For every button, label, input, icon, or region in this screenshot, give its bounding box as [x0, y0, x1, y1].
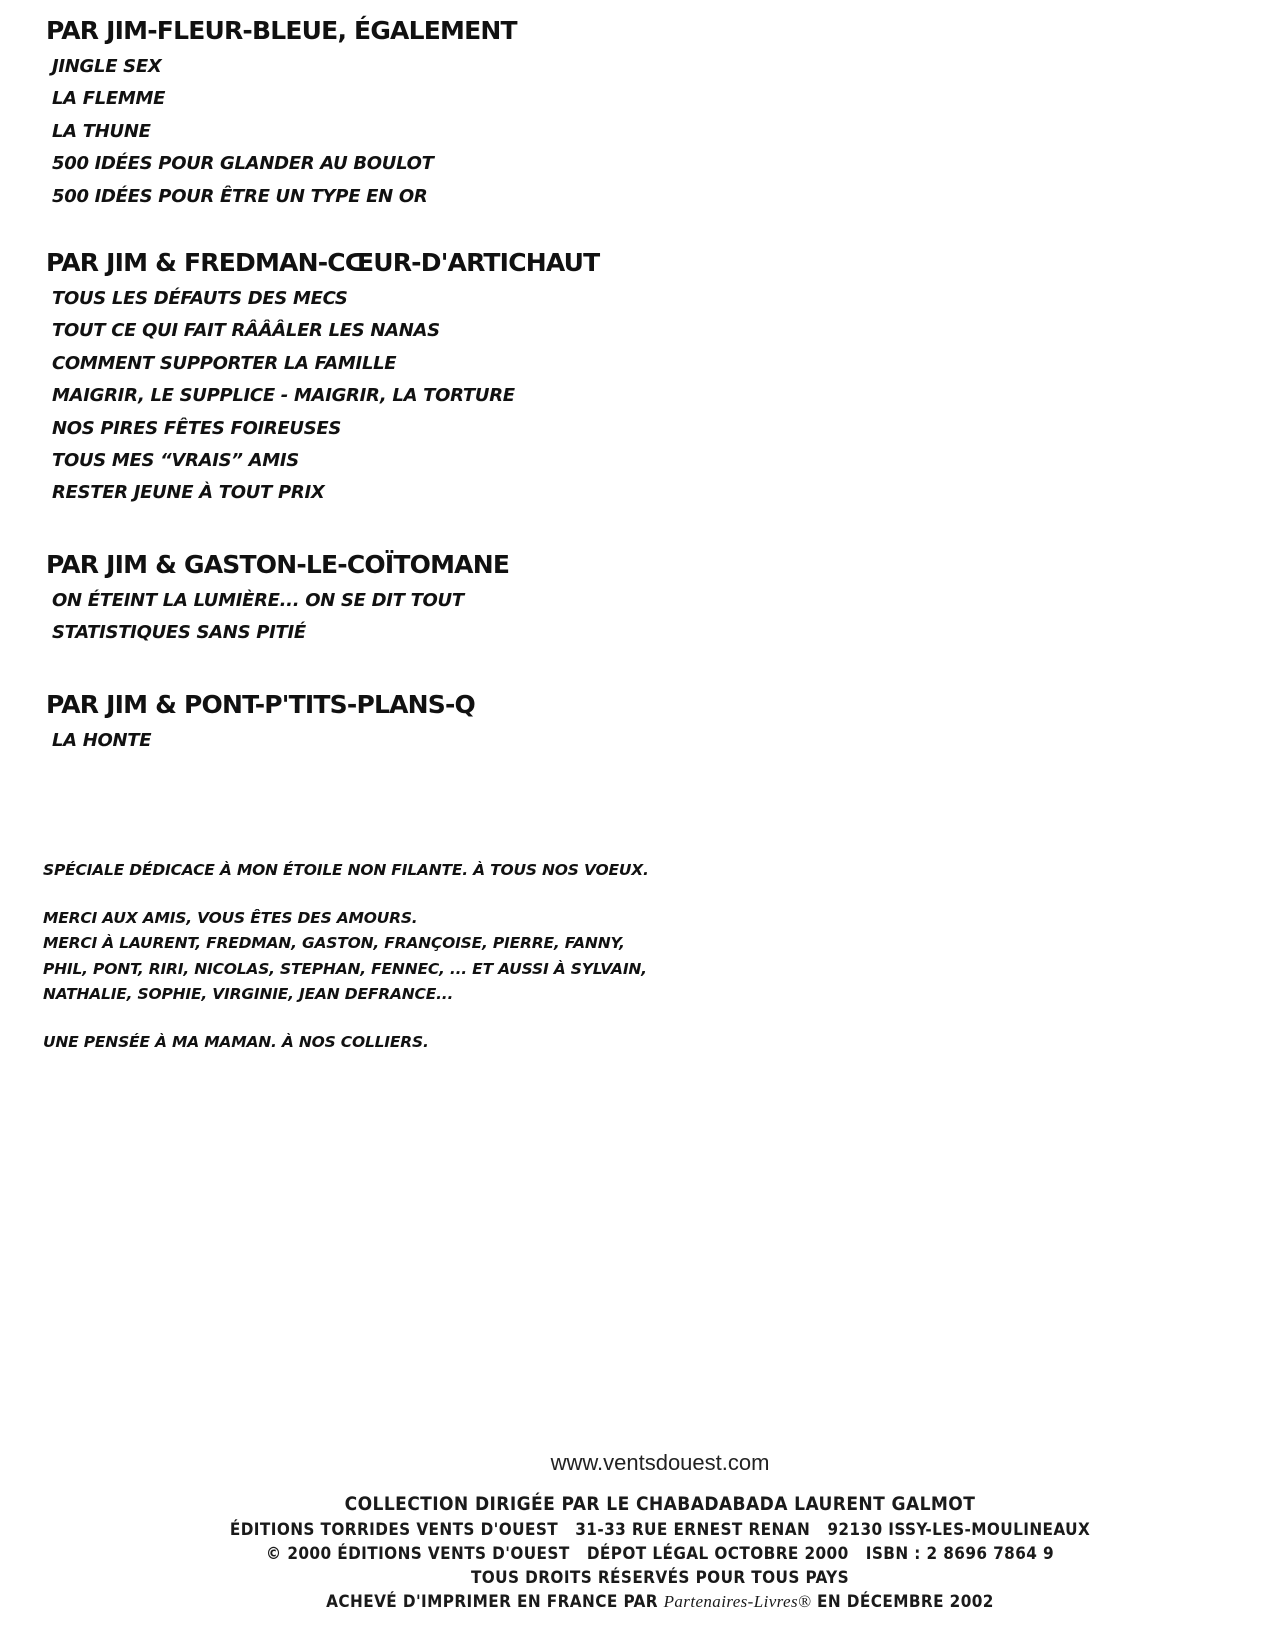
book-title: LA HONTE: [52, 730, 152, 751]
dedication-paragraph: [43, 858, 649, 884]
section-pont: [46, 690, 475, 757]
book-title: STATISTIQUES SANS PITIÉ: [52, 622, 306, 644]
book-title: MAIGRIR, LE SUPPLICE - MAIGRIR, LA TORTURE: [52, 385, 515, 407]
book-title-list: [46, 283, 599, 510]
rights-line: TOUS DROITS RÉSERVÉS POUR TOUS PAYS: [470, 1568, 850, 1588]
book-title: TOUS MES “VRAIS” AMIS: [52, 449, 299, 471]
book-title: 500 IDÉES POUR ÊTRE UN TYPE EN OR: [52, 185, 428, 207]
section-heading: PAR JIM & PONT-P'TITS-PLANS-Q: [46, 690, 475, 719]
tribute-line: UNE PENSÉE À MA MAMAN. À NOS COLLIERS.: [43, 1032, 429, 1051]
book-title-list: [46, 585, 509, 650]
section-heading: PAR JIM-FLEUR-BLEUE, ÉGALEMENT: [46, 16, 517, 45]
printer-name: Partenaires-Livres®: [663, 1592, 812, 1611]
section-heading: PAR JIM & GASTON-LE-COÏTOMANE: [46, 550, 510, 579]
copyright-line: © 2000 ÉDITIONS VENTS D'OUEST DÉPOT LÉGAL OCTOBRE 2000 ISBN : 2 8696 7864 9: [265, 1544, 1055, 1564]
printing-suffix: EN DÉCEMBRE 2002: [811, 1592, 994, 1612]
thanks-line: PHIL, PONT, RIRI, NICOLAS, STEPHAN, FENNEC, ... ET AUSSI À SYLVAIN,: [43, 959, 647, 978]
tribute-paragraph: [43, 1030, 649, 1056]
book-title: COMMENT SUPPORTER LA FAMILLE: [52, 352, 397, 374]
book-title: NOS PIRES FÊTES FOIREUSES: [52, 417, 342, 439]
publisher-address: ÉDITIONS TORRIDES VENTS D'OUEST 31-33 RUE ERNEST RENAN 92130 ISSY-LES-MOULINEAUX: [229, 1520, 1091, 1540]
book-title: 500 IDÉES POUR GLANDER AU BOULOT: [52, 153, 434, 175]
book-title: LA THUNE: [52, 120, 151, 142]
book-title-list: [46, 725, 475, 757]
website-link[interactable]: www.ventsdouest.com: [550, 1450, 770, 1475]
section-gaston: [46, 550, 509, 650]
thanks-paragraph: [43, 906, 649, 1008]
book-title-list: [46, 51, 517, 213]
thanks-line: NATHALIE, SOPHIE, VIRGINIE, JEAN DEFRANCE...: [43, 985, 454, 1003]
book-title: RESTER JEUNE À TOUT PRIX: [52, 482, 325, 504]
collection-credit: COLLECTION DIRIGÉE PAR LE CHABADABADA LAURENT GALMOT: [344, 1493, 976, 1515]
printing-line: [0, 1590, 1280, 1614]
section-fleur-bleue: [46, 16, 517, 213]
book-title: TOUS LES DÉFAUTS DES MECS: [52, 288, 348, 309]
section-fredman: [46, 248, 599, 510]
dedication-line: SPÉCIALE DÉDICACE À MON ÉTOILE NON FILANTE. À TOUS NOS VOEUX.: [43, 861, 649, 879]
thanks-line: MERCI À LAURENT, FREDMAN, GASTON, FRANÇOISE, PIERRE, FANNY,: [43, 934, 625, 952]
book-title: TOUT CE QUI FAIT RÂÂÂLER LES NANAS: [52, 320, 440, 342]
book-title: JINGLE SEX: [52, 56, 162, 77]
colophon: [0, 1450, 1280, 1614]
book-title: LA FLEMME: [52, 88, 166, 110]
thanks-line: MERCI AUX AMIS, VOUS ÊTES DES AMOURS.: [43, 908, 418, 927]
section-heading: PAR JIM & FREDMAN-CŒUR-D'ARTICHAUT: [46, 248, 600, 277]
printing-prefix: ACHEVÉ D'IMPRIMER EN FRANCE PAR: [326, 1592, 664, 1612]
book-title: ON ÉTEINT LA LUMIÈRE... ON SE DIT TOUT: [52, 590, 464, 611]
dedication: [43, 858, 649, 1077]
